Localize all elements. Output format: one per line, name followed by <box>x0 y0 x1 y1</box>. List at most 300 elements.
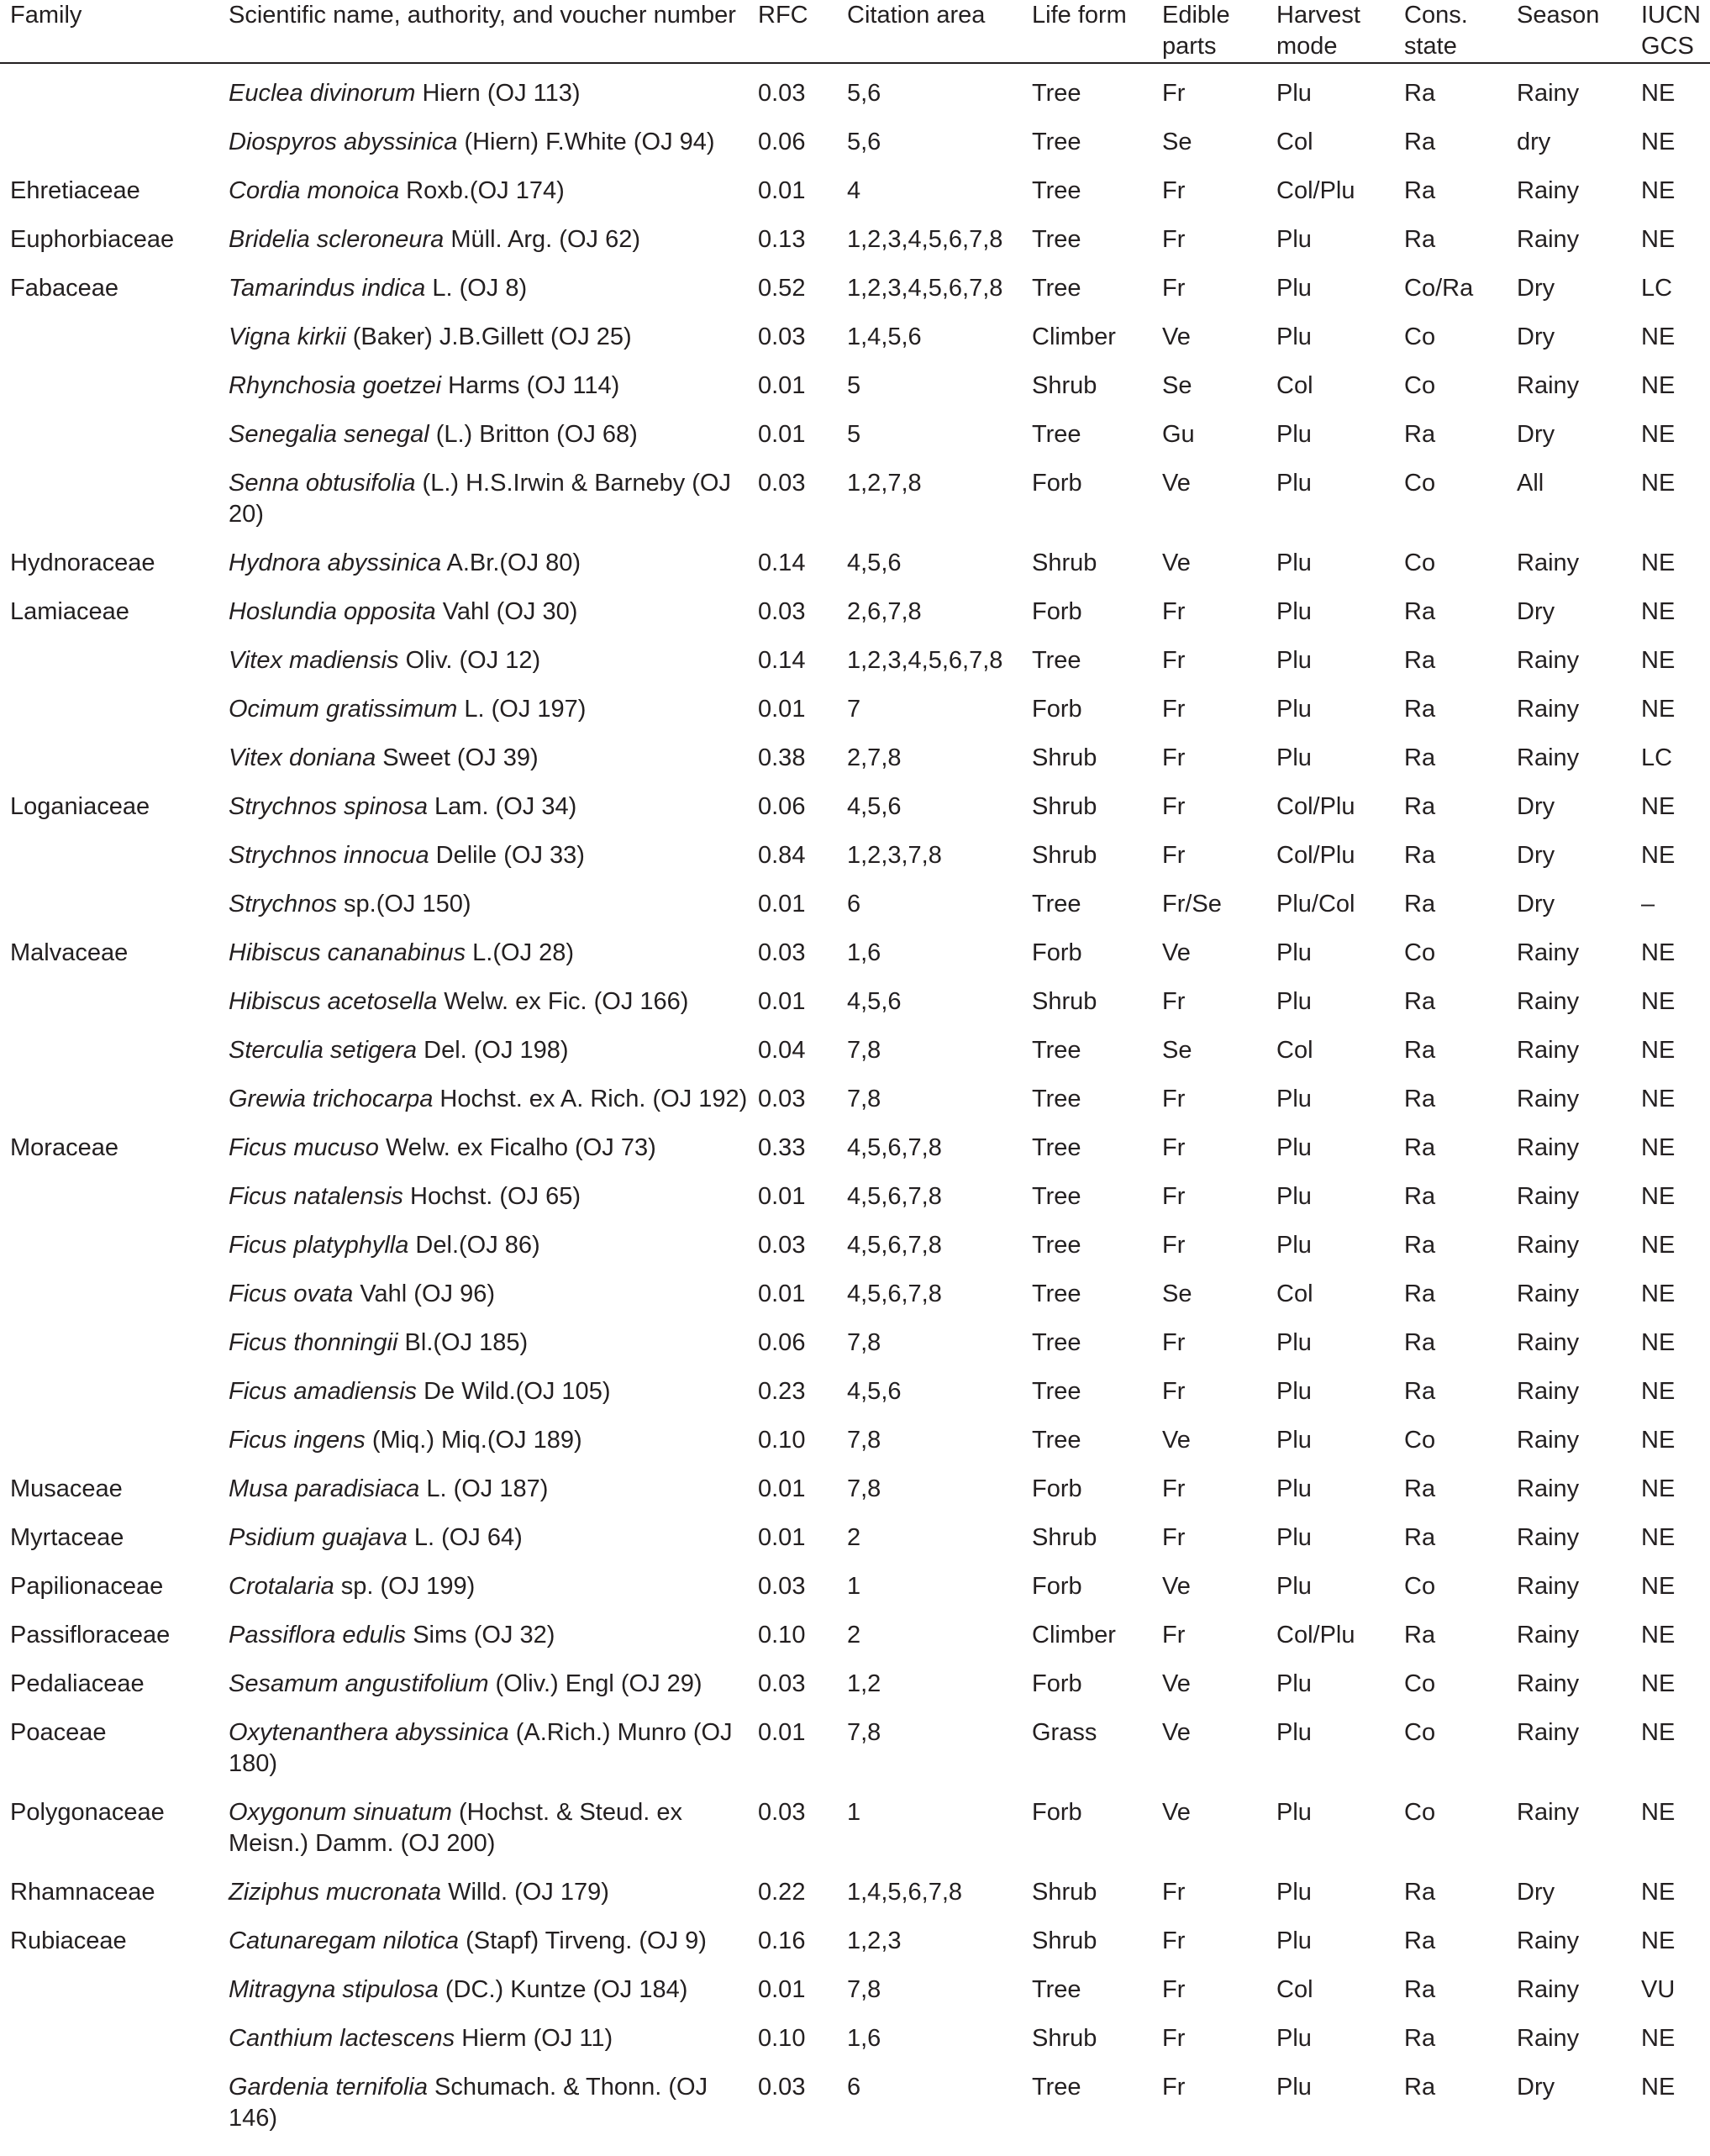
cell-rfc: 0.03 <box>758 1573 806 1600</box>
cell-family: Myrtaceae <box>10 1524 124 1551</box>
cell-life-form: Shrub <box>1032 793 1097 820</box>
cell-family: Musaceae <box>10 1475 123 1502</box>
cell-harvest-mode: Plu <box>1276 696 1312 723</box>
cell-harvest-mode: Plu <box>1276 2074 1312 2101</box>
cell-scientific-name <box>229 63 758 110</box>
cell-rfc: 0.16 <box>758 1927 806 1954</box>
cell-harvest-mode: Plu <box>1276 323 1312 350</box>
cell-rfc: 0.01 <box>758 696 806 723</box>
cell-citation-area: 1,2,3,4,5,6,7,8 <box>847 647 1003 674</box>
authority-voucher: L. (OJ 8) <box>425 275 528 302</box>
species-name: Ficus thonningii <box>229 1329 398 1356</box>
cell-season: Rainy <box>1517 647 1580 674</box>
cell-rfc: 0.38 <box>758 744 806 771</box>
species-name: Strychnos innocua <box>229 842 429 869</box>
cell-family <box>0 1262 229 1311</box>
authority-voucher: (L.) Britton (OJ 68) <box>429 421 638 448</box>
cell-citation-area: 7 <box>847 696 861 723</box>
cell-cons-state: Ra <box>1404 1622 1436 1649</box>
cell-citation-area: 7,8 <box>847 1086 881 1112</box>
cell-harvest-mode: Plu <box>1276 275 1312 302</box>
species-name: Hibiscus acetosella <box>229 988 438 1015</box>
species-name: Strychnos <box>229 891 337 918</box>
cell-family <box>0 823 229 872</box>
cell-rfc: 0.01 <box>758 372 806 399</box>
cell-iucn-gcs: NE <box>1641 1799 1676 1826</box>
cell-citation-area: 2,7,8 <box>847 744 902 771</box>
species-name: Canthium lactescens <box>229 2025 455 2052</box>
cell-scientific-name <box>229 1018 758 1067</box>
cell-life-form: Grass <box>1032 1719 1097 1746</box>
table-body <box>0 63 1710 2135</box>
cell-scientific-name <box>229 305 758 354</box>
cell-season: Rainy <box>1517 1622 1580 1649</box>
table-row <box>0 872 1710 921</box>
cell-season: Rainy <box>1517 1573 1580 1600</box>
cell-life-form: Forb <box>1032 939 1082 966</box>
cell-season: Rainy <box>1517 1927 1580 1954</box>
table-row <box>0 580 1710 628</box>
species-name: Ocimum gratissimum <box>229 696 458 723</box>
cell-family <box>0 726 229 775</box>
species-name: Passiflora edulis <box>229 1622 407 1649</box>
species-name: Tamarindus indica <box>229 275 426 302</box>
cell-harvest-mode: Plu <box>1276 1927 1312 1954</box>
cell-season: Rainy <box>1517 939 1580 966</box>
cell-scientific-name <box>229 208 758 256</box>
cell-citation-area: 4,5,6,7,8 <box>847 1134 942 1161</box>
cell-iucn-gcs: NE <box>1641 1524 1676 1551</box>
cell-rfc: 0.01 <box>758 988 806 1015</box>
cell-citation-area: 1 <box>847 1573 861 1600</box>
cell-family <box>0 354 229 402</box>
species-name: Ficus mucuso <box>229 1134 379 1161</box>
cell-edible-parts: Fr <box>1162 1134 1186 1161</box>
authority-voucher: Bl.(OJ 185) <box>397 1329 529 1356</box>
species-name: Oxygonum sinuatum <box>229 1799 452 1826</box>
cell-cons-state: Co <box>1404 470 1436 497</box>
cell-iucn-gcs: NE <box>1641 421 1676 448</box>
cell-harvest-mode: Col <box>1276 372 1313 399</box>
cell-cons-state: Co <box>1404 1719 1436 1746</box>
cell-edible-parts: Se <box>1162 372 1192 399</box>
cell-iucn-gcs: NE <box>1641 1670 1676 1697</box>
cell-harvest-mode: Plu <box>1276 1799 1312 1826</box>
cell-life-form: Tree <box>1032 1134 1081 1161</box>
cell-cons-state: Ra <box>1404 988 1436 1015</box>
cell-edible-parts: Fr <box>1162 1183 1186 1210</box>
cell-family <box>0 1018 229 1067</box>
cell-cons-state: Ra <box>1404 1037 1436 1064</box>
table-row <box>0 1652 1710 1701</box>
authority-voucher: Welw. ex Fic. (OJ 166) <box>437 988 689 1015</box>
cell-cons-state: Ra <box>1404 1086 1436 1112</box>
species-name: Crotalaria <box>229 1573 334 1600</box>
cell-cons-state: Ra <box>1404 1134 1436 1161</box>
cell-season: Rainy <box>1517 550 1580 576</box>
cell-edible-parts: Gu <box>1162 421 1195 448</box>
cell-iucn-gcs: NE <box>1641 1232 1676 1259</box>
cell-season: Rainy <box>1517 1037 1580 1064</box>
cell-life-form: Forb <box>1032 470 1082 497</box>
cell-iucn-gcs: LC <box>1641 744 1673 771</box>
cell-iucn-gcs: NE <box>1641 1280 1676 1307</box>
cell-scientific-name <box>229 872 758 921</box>
cell-season: Rainy <box>1517 1427 1580 1454</box>
cell-rfc: 0.01 <box>758 1719 806 1746</box>
header-row <box>0 0 1710 63</box>
authority-voucher: sp. (OJ 199) <box>334 1573 476 1600</box>
species-name: Musa paradisiaca <box>229 1475 420 1502</box>
cell-season: Rainy <box>1517 1799 1580 1826</box>
cell-edible-parts: Fr <box>1162 744 1186 771</box>
cell-rfc: 0.01 <box>758 1524 806 1551</box>
cell-edible-parts: Fr <box>1162 793 1186 820</box>
cell-edible-parts: Fr <box>1162 696 1186 723</box>
cell-season: Rainy <box>1517 696 1580 723</box>
cell-rfc: 0.01 <box>758 177 806 204</box>
cell-edible-parts: Fr <box>1162 177 1186 204</box>
cell-season: dry <box>1517 129 1551 155</box>
cell-season: Dry <box>1517 891 1555 918</box>
cell-iucn-gcs: NE <box>1641 1573 1676 1600</box>
cell-cons-state: Ra <box>1404 1280 1436 1307</box>
cell-scientific-name <box>229 775 758 823</box>
cell-family <box>0 63 229 110</box>
cell-harvest-mode: Col/Plu <box>1276 177 1355 204</box>
authority-voucher: L. (OJ 197) <box>457 696 587 723</box>
cell-edible-parts: Fr <box>1162 1086 1186 1112</box>
cell-edible-parts: Ve <box>1162 323 1191 350</box>
cell-citation-area: 5,6 <box>847 129 881 155</box>
cell-rfc: 0.03 <box>758 1086 806 1112</box>
cell-cons-state: Ra <box>1404 226 1436 253</box>
cell-citation-area: 4 <box>847 177 861 204</box>
cell-citation-area: 7,8 <box>847 1427 881 1454</box>
cell-scientific-name <box>229 1506 758 1554</box>
authority-voucher: Hochst. ex A. Rich. (OJ 192) <box>433 1086 748 1112</box>
cell-iucn-gcs: NE <box>1641 1927 1676 1954</box>
cell-life-form: Forb <box>1032 1573 1082 1600</box>
cell-edible-parts: Fr <box>1162 80 1186 107</box>
authority-voucher: Schumach. & Thonn. (OJ 146) <box>229 2074 708 2132</box>
cell-cons-state: Ra <box>1404 647 1436 674</box>
cell-citation-area: 4,5,6 <box>847 988 902 1015</box>
cell-iucn-gcs: – <box>1641 891 1655 918</box>
cell-cons-state: Ra <box>1404 1475 1436 1502</box>
authority-voucher: (Miq.) Miq.(OJ 189) <box>365 1427 582 1454</box>
table-row <box>0 628 1710 677</box>
cell-rfc: 0.03 <box>758 939 806 966</box>
cell-edible-parts: Fr <box>1162 1329 1186 1356</box>
table-row <box>0 1457 1710 1506</box>
cell-harvest-mode: Plu <box>1276 744 1312 771</box>
cell-rfc: 0.01 <box>758 1183 806 1210</box>
cell-iucn-gcs: VU <box>1641 1976 1676 2003</box>
cell-scientific-name <box>229 1701 758 1780</box>
cell-season: Rainy <box>1517 2025 1580 2052</box>
cell-rfc: 0.03 <box>758 1670 806 1697</box>
cell-family <box>0 1958 229 2006</box>
cell-life-form: Shrub <box>1032 372 1097 399</box>
cell-cons-state: Ra <box>1404 2074 1436 2101</box>
cell-life-form: Shrub <box>1032 550 1097 576</box>
cell-life-form: Tree <box>1032 1378 1081 1405</box>
cell-season: Dry <box>1517 421 1555 448</box>
cell-cons-state: Ra <box>1404 1378 1436 1405</box>
col-header-iucn-gcs: IUCN GCS <box>1641 0 1710 63</box>
species-name: Euclea divinorum <box>229 80 416 107</box>
cell-season: Dry <box>1517 793 1555 820</box>
species-name: Rhynchosia goetzei <box>229 372 442 399</box>
cell-season: Rainy <box>1517 177 1580 204</box>
cell-scientific-name <box>229 1958 758 2006</box>
cell-citation-area: 1,6 <box>847 939 881 966</box>
cell-cons-state: Co <box>1404 1670 1436 1697</box>
cell-edible-parts: Se <box>1162 1280 1192 1307</box>
species-name: Senegalia senegal <box>229 421 429 448</box>
cell-life-form: Tree <box>1032 1037 1081 1064</box>
cell-rfc: 0.06 <box>758 1329 806 1356</box>
cell-citation-area: 7,8 <box>847 1719 881 1746</box>
cell-citation-area: 1,6 <box>847 2025 881 2052</box>
cell-edible-parts: Se <box>1162 1037 1192 1064</box>
cell-harvest-mode: Plu <box>1276 1329 1312 1356</box>
cell-citation-area: 1,4,5,6,7,8 <box>847 1879 963 1906</box>
authority-voucher: Sweet (OJ 39) <box>376 744 539 771</box>
cell-harvest-mode: Plu <box>1276 1134 1312 1161</box>
cell-family: Moraceae <box>10 1134 118 1161</box>
table-row <box>0 2055 1710 2135</box>
cell-life-form: Tree <box>1032 177 1081 204</box>
table-row <box>0 1506 1710 1554</box>
cell-family: Fabaceae <box>10 275 118 302</box>
cell-cons-state: Co <box>1404 323 1436 350</box>
cell-citation-area: 1,2,3,4,5,6,7,8 <box>847 226 1003 253</box>
cell-harvest-mode: Plu <box>1276 988 1312 1015</box>
cell-edible-parts: Ve <box>1162 550 1191 576</box>
cell-scientific-name <box>229 726 758 775</box>
species-name: Hoslundia opposita <box>229 598 436 625</box>
authority-voucher: Willd. (OJ 179) <box>441 1879 609 1906</box>
species-name: Vigna kirkii <box>229 323 346 350</box>
cell-scientific-name <box>229 354 758 402</box>
authority-voucher: (A.Rich.) Munro (OJ 180) <box>229 1719 733 1777</box>
cell-edible-parts: Fr <box>1162 2074 1186 2101</box>
cell-rfc: 0.10 <box>758 1427 806 1454</box>
cell-scientific-name <box>229 110 758 159</box>
cell-cons-state: Ra <box>1404 1879 1436 1906</box>
cell-harvest-mode: Col <box>1276 1037 1313 1064</box>
cell-scientific-name <box>229 2006 758 2055</box>
cell-season: Rainy <box>1517 1134 1580 1161</box>
cell-harvest-mode: Col <box>1276 1976 1313 2003</box>
table-row <box>0 402 1710 451</box>
cell-family <box>0 1165 229 1213</box>
cell-iucn-gcs: NE <box>1641 226 1676 253</box>
authority-voucher: Vahl (OJ 30) <box>435 598 578 625</box>
cell-iucn-gcs: NE <box>1641 1622 1676 1649</box>
cell-rfc: 0.06 <box>758 129 806 155</box>
cell-harvest-mode: Plu <box>1276 1719 1312 1746</box>
cell-iucn-gcs: NE <box>1641 323 1676 350</box>
col-header-rfc: RFC <box>758 0 847 63</box>
cell-family <box>0 628 229 677</box>
cell-scientific-name <box>229 580 758 628</box>
cell-harvest-mode: Plu <box>1276 550 1312 576</box>
authority-voucher: sp.(OJ 150) <box>336 891 471 918</box>
cell-family <box>0 677 229 726</box>
cell-life-form: Shrub <box>1032 1524 1097 1551</box>
cell-season: All <box>1517 470 1544 497</box>
cell-season: Rainy <box>1517 226 1580 253</box>
cell-citation-area: 1,2,3 <box>847 1927 902 1954</box>
cell-life-form: Tree <box>1032 1427 1081 1454</box>
cell-rfc: 0.01 <box>758 1475 806 1502</box>
table-row <box>0 1860 1710 1909</box>
cell-harvest-mode: Plu <box>1276 1427 1312 1454</box>
cell-rfc: 0.10 <box>758 1622 806 1649</box>
cell-harvest-mode: Plu <box>1276 1378 1312 1405</box>
cell-harvest-mode: Plu <box>1276 598 1312 625</box>
authority-voucher: Oliv. (OJ 12) <box>398 647 541 674</box>
cell-family: Hydnoraceae <box>10 550 155 576</box>
authority-voucher: Roxb.(OJ 174) <box>399 177 565 204</box>
table-row <box>0 1116 1710 1165</box>
cell-citation-area: 2,6,7,8 <box>847 598 922 625</box>
cell-citation-area: 2 <box>847 1524 861 1551</box>
species-name: Ziziphus mucronata <box>229 1879 442 1906</box>
cell-citation-area: 5 <box>847 372 861 399</box>
cell-edible-parts: Ve <box>1162 470 1191 497</box>
cell-cons-state: Ra <box>1404 1927 1436 1954</box>
cell-scientific-name <box>229 256 758 305</box>
cell-cons-state: Ra <box>1404 891 1436 918</box>
cell-iucn-gcs: NE <box>1641 842 1676 869</box>
cell-season: Dry <box>1517 2074 1555 2101</box>
cell-citation-area: 4,5,6,7,8 <box>847 1280 942 1307</box>
species-name: Ficus amadiensis <box>229 1378 418 1405</box>
cell-cons-state: Ra <box>1404 80 1436 107</box>
cell-season: Rainy <box>1517 372 1580 399</box>
cell-rfc: 0.14 <box>758 647 806 674</box>
authority-voucher: (L.) H.S.Irwin & Barneby (OJ 20) <box>229 470 731 528</box>
authority-voucher: Harms (OJ 114) <box>441 372 620 399</box>
cell-iucn-gcs: LC <box>1641 275 1673 302</box>
cell-scientific-name <box>229 1359 758 1408</box>
cell-citation-area: 5,6 <box>847 80 881 107</box>
cell-season: Rainy <box>1517 1280 1580 1307</box>
cell-life-form: Forb <box>1032 696 1082 723</box>
cell-citation-area: 2 <box>847 1622 861 1649</box>
cell-harvest-mode: Col/Plu <box>1276 793 1355 820</box>
authority-voucher: Del.(OJ 86) <box>408 1232 540 1259</box>
cell-cons-state: Ra <box>1404 1232 1436 1259</box>
cell-edible-parts: Fr <box>1162 1622 1186 1649</box>
cell-family <box>0 451 229 531</box>
cell-harvest-mode: Col/Plu <box>1276 1622 1355 1649</box>
authority-voucher: De Wild.(OJ 105) <box>417 1378 611 1405</box>
cell-scientific-name <box>229 2055 758 2135</box>
species-name: Cordia monoica <box>229 177 400 204</box>
cell-scientific-name <box>229 451 758 531</box>
cell-family <box>0 1359 229 1408</box>
cell-rfc: 0.23 <box>758 1378 806 1405</box>
cell-edible-parts: Fr <box>1162 988 1186 1015</box>
cell-season: Rainy <box>1517 744 1580 771</box>
cell-citation-area: 7,8 <box>847 1037 881 1064</box>
cell-cons-state: Co <box>1404 1427 1436 1454</box>
cell-citation-area: 4,5,6,7,8 <box>847 1183 942 1210</box>
species-name: Vitex madiensis <box>229 647 399 674</box>
cell-edible-parts: Fr <box>1162 226 1186 253</box>
cell-iucn-gcs: NE <box>1641 1879 1676 1906</box>
cell-scientific-name <box>229 402 758 451</box>
cell-life-form: Tree <box>1032 226 1081 253</box>
cell-cons-state: Co <box>1404 939 1436 966</box>
cell-scientific-name <box>229 823 758 872</box>
cell-cons-state: Ra <box>1404 421 1436 448</box>
table-row <box>0 1262 1710 1311</box>
cell-scientific-name <box>229 1408 758 1457</box>
cell-rfc: 0.84 <box>758 842 806 869</box>
cell-harvest-mode: Plu/Col <box>1276 891 1355 918</box>
cell-life-form: Tree <box>1032 1280 1081 1307</box>
cell-cons-state: Ra <box>1404 696 1436 723</box>
table-row <box>0 1311 1710 1359</box>
cell-cons-state: Ra <box>1404 1976 1436 2003</box>
cell-iucn-gcs: NE <box>1641 470 1676 497</box>
table-row <box>0 1018 1710 1067</box>
cell-edible-parts: Fr <box>1162 1879 1186 1906</box>
table-row <box>0 677 1710 726</box>
cell-life-form: Tree <box>1032 647 1081 674</box>
cell-family: Pedaliaceae <box>10 1670 145 1697</box>
species-name: Sesamum angustifolium <box>229 1670 489 1697</box>
cell-family: Polygonaceae <box>10 1799 165 1826</box>
table-row <box>0 726 1710 775</box>
cell-season: Rainy <box>1517 1670 1580 1697</box>
cell-family: Lamiaceae <box>10 598 129 625</box>
species-name: Mitragyna stipulosa <box>229 1976 439 2003</box>
cell-citation-area: 4,5,6 <box>847 793 902 820</box>
table-row <box>0 1067 1710 1116</box>
cell-harvest-mode: Plu <box>1276 1524 1312 1551</box>
cell-rfc: 0.03 <box>758 1799 806 1826</box>
col-header-family: Family <box>0 0 229 63</box>
table-row <box>0 1359 1710 1408</box>
table-row <box>0 305 1710 354</box>
cell-edible-parts: Fr <box>1162 1524 1186 1551</box>
species-name: Vitex doniana <box>229 744 376 771</box>
cell-iucn-gcs: NE <box>1641 1037 1676 1064</box>
cell-edible-parts: Ve <box>1162 939 1191 966</box>
cell-cons-state: Ra <box>1404 1183 1436 1210</box>
table-row <box>0 256 1710 305</box>
cell-scientific-name <box>229 970 758 1018</box>
cell-citation-area: 1,2,3,4,5,6,7,8 <box>847 275 1003 302</box>
authority-voucher: L. (OJ 187) <box>419 1475 549 1502</box>
table-row <box>0 1909 1710 1958</box>
cell-cons-state: Co <box>1404 1799 1436 1826</box>
cell-life-form: Shrub <box>1032 842 1097 869</box>
cell-rfc: 0.13 <box>758 226 806 253</box>
cell-season: Rainy <box>1517 1719 1580 1746</box>
cell-rfc: 0.03 <box>758 470 806 497</box>
species-name: Catunaregam nilotica <box>229 1927 460 1954</box>
cell-edible-parts: Fr <box>1162 1976 1186 2003</box>
cell-rfc: 0.10 <box>758 2025 806 2052</box>
